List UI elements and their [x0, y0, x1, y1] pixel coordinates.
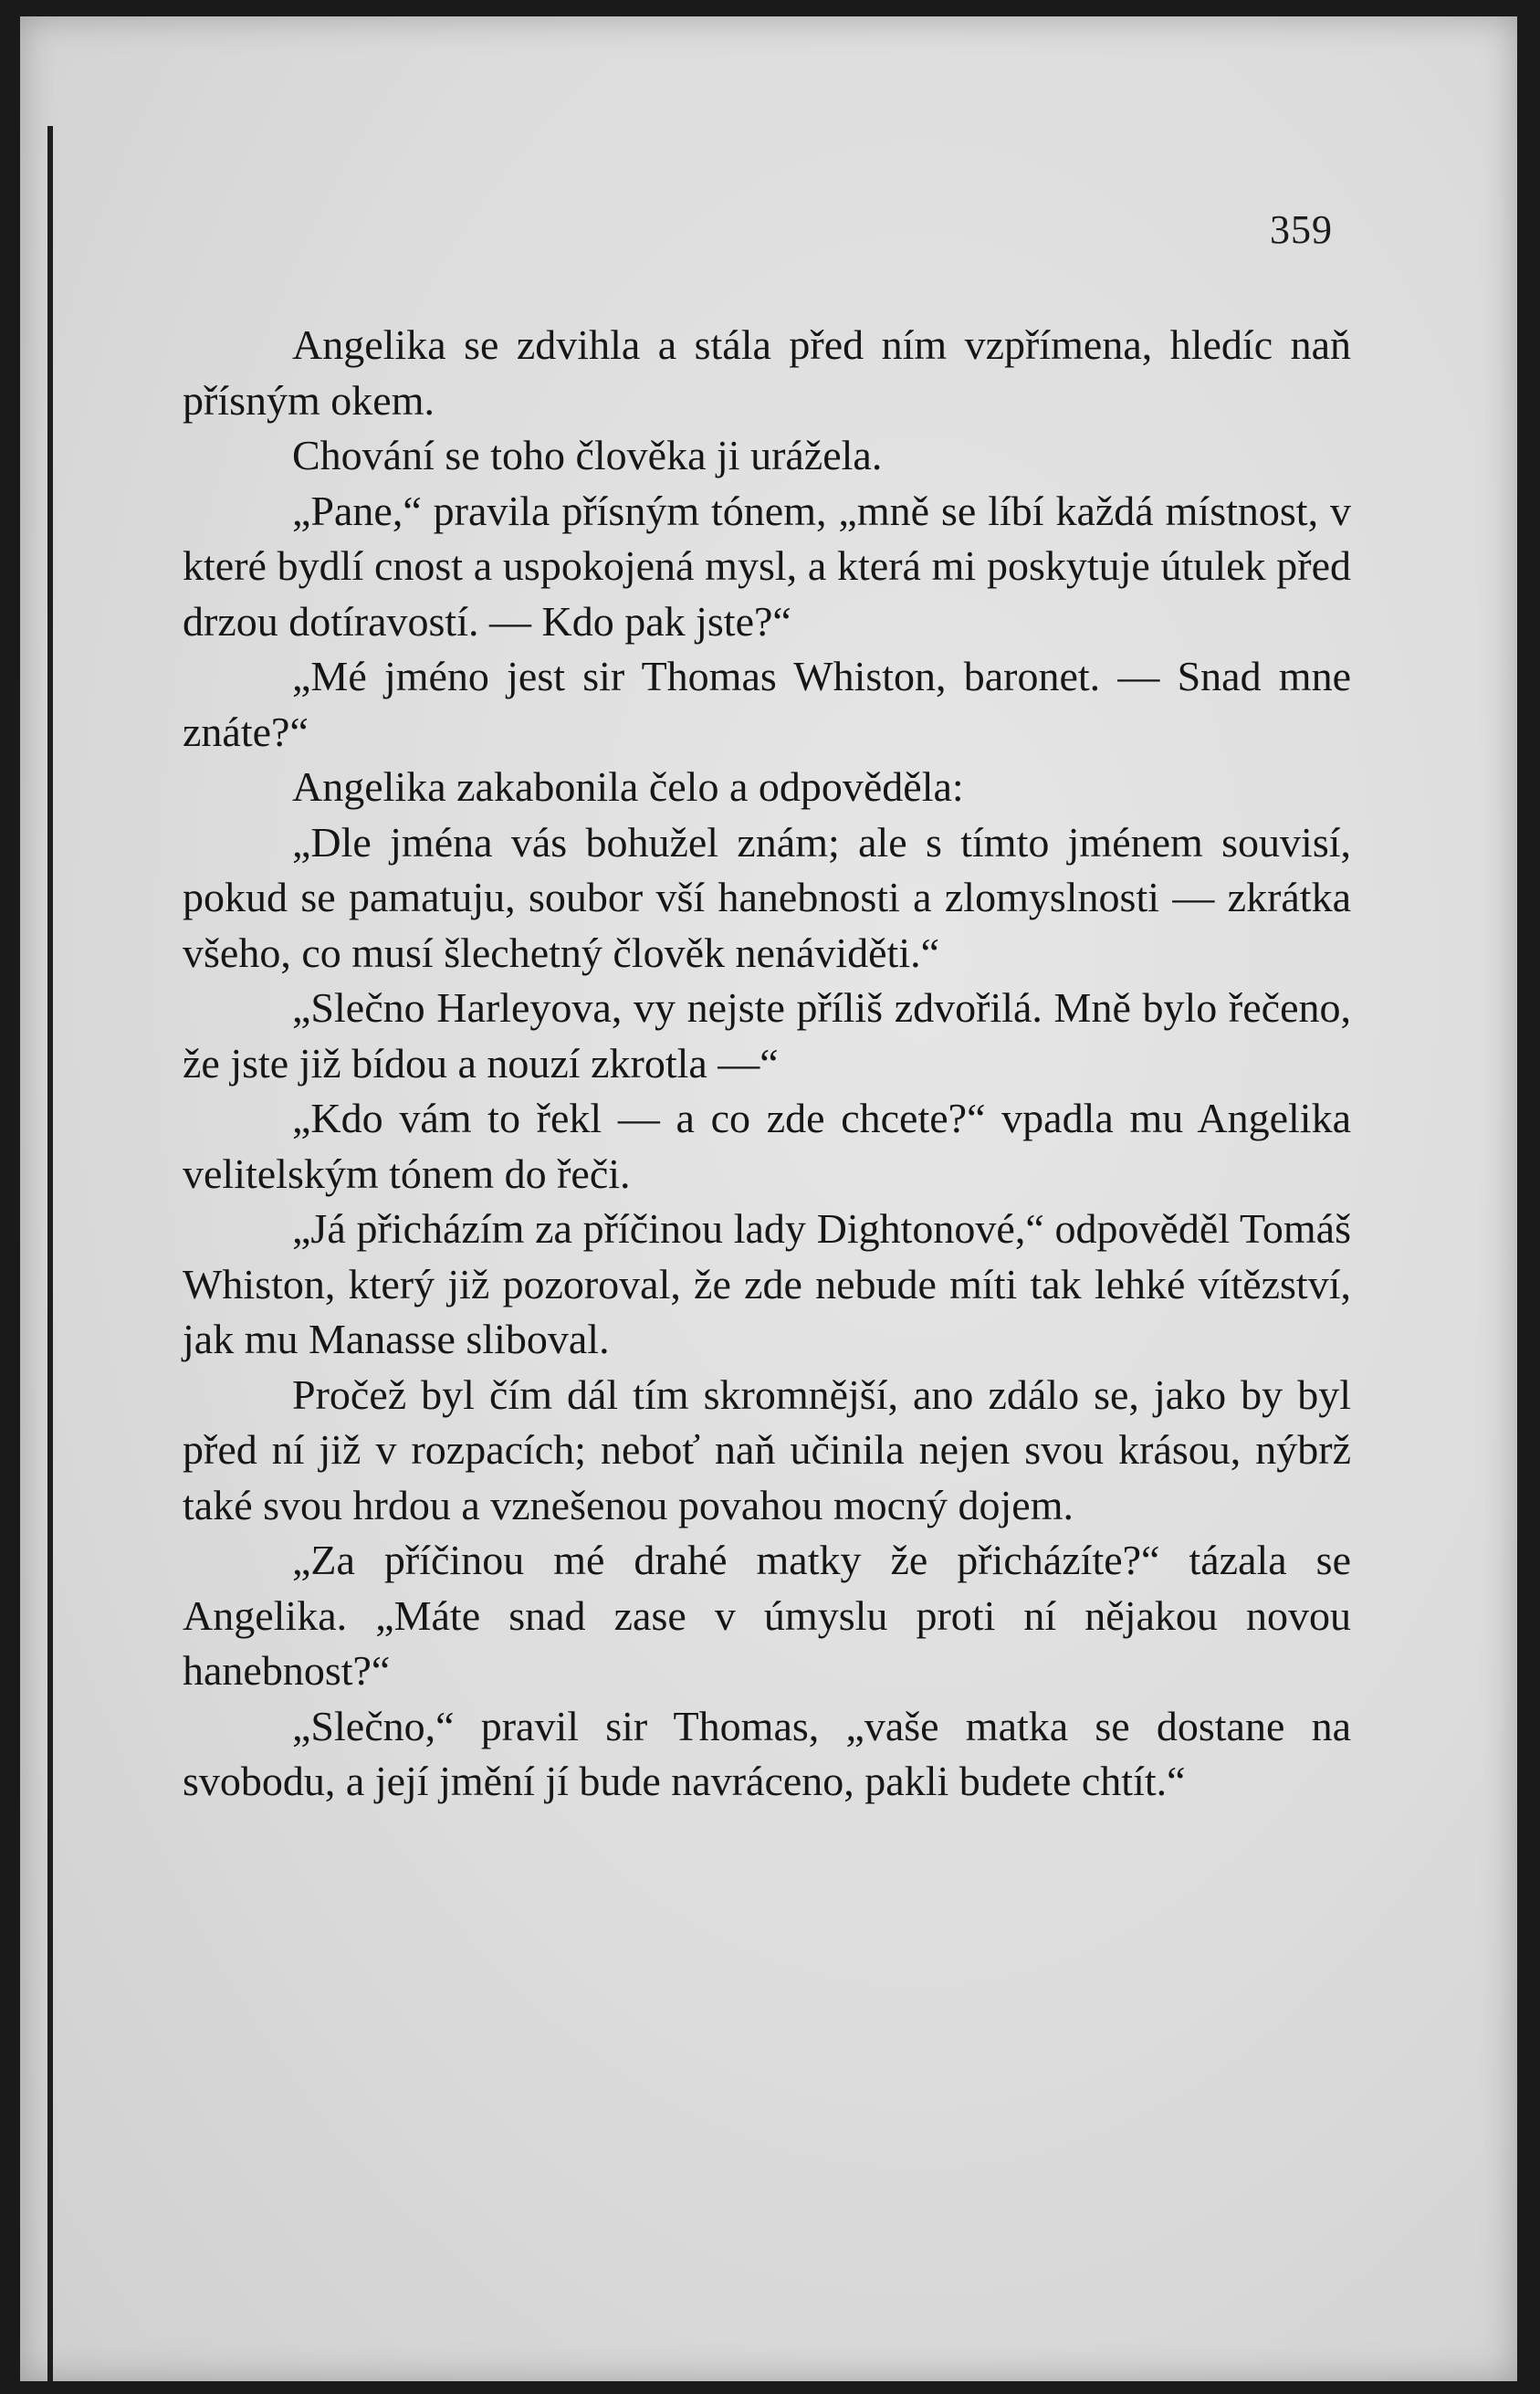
paragraph: „Kdo vám to řekl — a co zde chcete?“ vpadla mu Angelika velitelským tónem do řeči. [183, 1095, 1351, 1197]
paragraph: „Slečno,“ pravil sir Thomas, „vaše matka se dostane na svobodu, a její jmění jí bude navráceno, pakli budete chtít.“ [183, 1702, 1351, 1804]
paragraph: „Pane,“ pravila přísným tónem, „mně se líbí každá místnost, v které bydlí cnost a uspokojená mysl, a která mi poskytuje útulek před drzou dotíravostí. — Kdo pak jste?“ [183, 487, 1351, 645]
paragraph: Angelika se zdvihla a stála před ním vzpřímena, hledíc naň přísným okem. [183, 321, 1351, 424]
body-text [183, 318, 1351, 1810]
paragraph: Chování se toho člověka ji urážela. [292, 432, 883, 478]
paragraph: „Já přicházím za příčinou lady Dightonové,“ odpověděl Tomáš Whiston, který již pozoroval, že zde nebude míti tak lehké vítězství, jak mu Manasse sliboval. [183, 1205, 1351, 1362]
book-page [20, 16, 1517, 2381]
page-number: 359 [1270, 207, 1333, 252]
paragraph: „Dle jména vás bohužel znám; ale s tímto jménem souvisí, pokud se pamatuju, soubor vší hanebnosti a zlomyslnosti — zkrátka všeho, co musí šlechetný člověk nenáviděti.“ [183, 818, 1351, 976]
paragraph: „Slečno Harleyova, vy nejste příliš zdvořilá. Mně bylo řečeno, že jste již bídou a nouzí zkrotla —“ [183, 984, 1351, 1087]
page-edge-shadow [47, 126, 53, 2381]
paragraph: „Za příčinou mé drahé matky že přicházíte?“ tázala se Angelika. „Máte snad zase v úmyslu proti ní nějakou novou hanebnost?“ [183, 1537, 1351, 1694]
paragraph: Angelika zakabonila čelo a odpověděla: [292, 763, 964, 810]
paragraph: „Mé jméno jest sir Thomas Whiston, baronet. — Snad mne znáte?“ [183, 653, 1351, 755]
paragraph: Pročež byl čím dál tím skromnější, ano zdálo se, jako by byl před ní již v rozpacích; neboť naň učinila nejen svou krásou, nýbrž také svou hrdou a vznešenou povahou mocný dojem. [183, 1370, 1351, 1528]
